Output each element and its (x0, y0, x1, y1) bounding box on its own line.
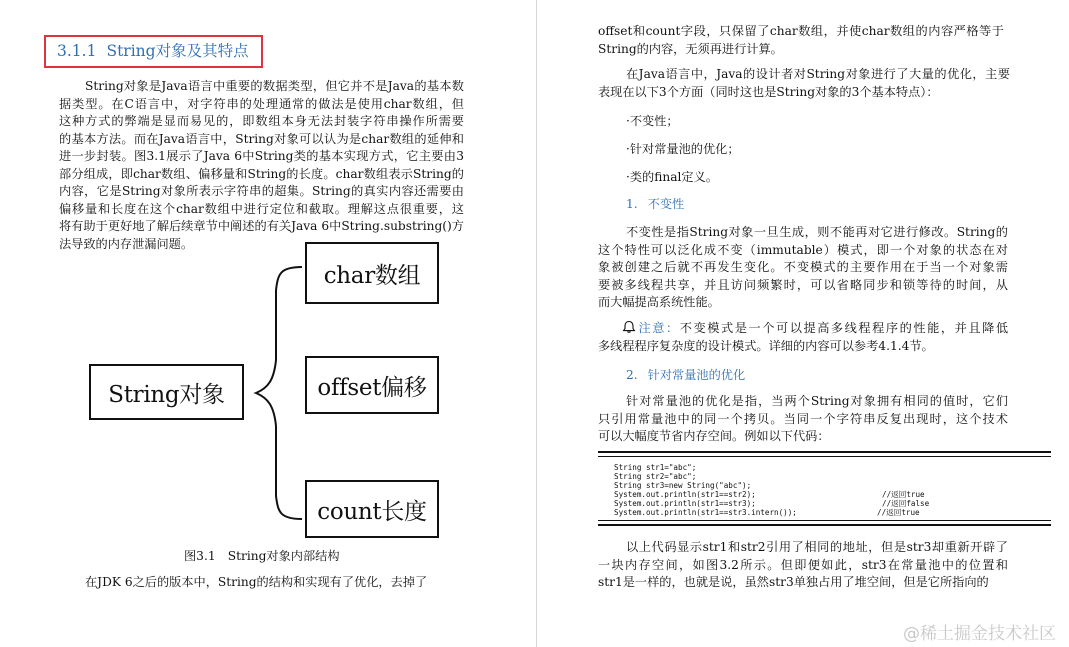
feature-list-item: ·针对常量池的优化； (626, 142, 740, 156)
continuation-line: offset和count字段，只保留了char数组，并使char数组的内容严格等于 (598, 24, 1004, 38)
section-title: String对象及其特点 (106, 42, 249, 60)
subsection-heading-immutability (626, 195, 684, 212)
diagram-box-offset: offset偏移 (305, 356, 439, 414)
note-line: 多线程程序复杂度的设计模式。详细的内容可以参考4.1.4节。 (598, 338, 934, 353)
after-code-line: str1是一样的，也就是说，虽然str3单独占用了堆空间，但是它所指向的 (598, 575, 989, 589)
closing-line: 在JDK 6之后的版本中，String的结构和实现有了优化，去掉了 (85, 575, 428, 589)
intro-line: 的基本方法。而在Java语言中，String对象可以认为是char数组的延伸和 (59, 131, 464, 146)
constant-pool-paragraph (598, 393, 1008, 446)
diagram-box-string-object: String对象 (89, 364, 244, 420)
code-rule (598, 456, 1051, 457)
immutability-line: 要被多线程共享，并且访问频繁时，可以省略同步和锁等待的时间，从 (598, 277, 1008, 292)
intro-line: 这种方式的弊端是显而易见的，即数组本身无法封装字符串操作所需要 (59, 114, 464, 128)
features-intro-line: 表现在以下3个方面（同时这也是String对象的3个基本特点）： (598, 84, 939, 99)
constant-pool-line: 针对常量池的优化是指，当两个String对象拥有相同的值时，它们 (626, 394, 1008, 408)
note-line (598, 320, 1008, 338)
code-rule (598, 524, 1051, 526)
continuation-line: String的内容，无须再进行计算。 (598, 41, 783, 56)
intro-line: 将有助于更好地了解后续章节中阐述的有关Java 6中String.substring()方 (59, 219, 464, 233)
code-comment: //返回false (882, 499, 930, 508)
code-line (614, 472, 1034, 481)
figure-caption: 图3.1 String对象内部结构 (184, 549, 340, 563)
diagram-box-char-array: char数组 (305, 242, 439, 304)
code-rule (598, 451, 1051, 453)
intro-line: 部分组成，即char数组、偏移量和String的长度。char数组表示String的 (59, 166, 464, 181)
intro-line: 偏移量和长度在这个char数组中进行定位和截取。理解这点很重要，这 (59, 201, 464, 216)
bell-icon (622, 320, 636, 334)
immutability-line: 不变性是指String对象一旦生成，则不能再对它进行修改。String的 (626, 225, 1008, 239)
subsection-title: 不变性 (647, 197, 685, 211)
intro-line: 内容，它是String对象所表示字符串的超集。String的真实内容还需要由 (59, 184, 464, 198)
closing-paragraph (85, 574, 485, 592)
code-text: System.out.println(str1==str2); (614, 490, 756, 499)
code-text: String str1="abc"; (614, 463, 697, 472)
code-comment: //返回true (882, 490, 925, 499)
section-heading-highlight (44, 35, 263, 68)
diagram-box-count: count长度 (305, 480, 439, 538)
intro-paragraph (59, 78, 464, 253)
constant-pool-line: 只引用常量池中的同一个拷贝。当同一个字符串反复出现时，这个技术 (598, 411, 1008, 426)
immutability-line: 象被创建之后就不再发生变化。不变模式的主要作用在于当一个对象需 (598, 260, 1008, 274)
code-line (614, 490, 1034, 499)
code-text: System.out.println(str1==str3.intern()); (614, 508, 797, 517)
features-intro-line: 在Java语言中，Java的设计者对String对象进行了大量的优化，主要 (626, 67, 1010, 81)
after-code-line: 以上代码显示str1和str2引用了相同的地址，但是str3却重新开辟了 (626, 540, 1008, 554)
constant-pool-line: 可以大幅度节省内存空间。例如以下代码： (598, 429, 830, 443)
code-text: String str2="abc"; (614, 472, 697, 481)
code-line (614, 499, 1034, 508)
code-comment: //返回true (877, 508, 920, 517)
subsection-number: 1. (626, 197, 638, 211)
code-line (614, 481, 1034, 490)
after-code-paragraph (598, 539, 1008, 592)
code-line (614, 508, 1034, 517)
subsection-title: 针对常量池的优化 (647, 368, 746, 382)
immutability-line: 而大幅提高系统性能。 (598, 295, 720, 309)
feature-list-item: ·类的final定义。 (626, 170, 718, 184)
subsection-heading-constant-pool (626, 366, 745, 383)
section-number: 3.1.1 (57, 42, 97, 60)
subsection-number: 2. (626, 368, 638, 382)
code-text: System.out.println(str1==str3); (614, 499, 756, 508)
intro-line: 法导致的内存泄漏问题。 (59, 236, 194, 251)
watermark: @稀土掘金技术社区 (903, 624, 1056, 644)
code-listing (598, 451, 1051, 526)
note-label: 注意： (637, 321, 680, 335)
immutability-paragraph (598, 224, 1008, 312)
string-structure-diagram (84, 242, 456, 544)
continuation-paragraph (598, 23, 1004, 58)
code-line (614, 463, 1034, 472)
intro-line: 据类型。在C语言中，对字符串的处理通常的做法是使用char数组，但 (59, 96, 464, 111)
code-rule (598, 520, 1051, 521)
right-page (537, 0, 1069, 647)
intro-line: 进一步封装。图3.1展示了Java 6中String类的基本实现方式，它主要由3 (59, 149, 464, 163)
intro-line: String对象是Java语言中重要的数据类型，但它并不是Java的基本数 (85, 79, 464, 93)
immutability-line: 这个特性可以泛化成不变（immutable）模式，即一个对象的状态在对 (598, 242, 1008, 257)
after-code-line: 一块内存空间，如图3.2所示。但即便如此，str3在常量池中的位置和 (598, 557, 1008, 572)
note-paragraph (598, 320, 1008, 355)
code-text: String str3=new String("abc"); (614, 481, 752, 490)
feature-list-item: ·不变性； (626, 114, 679, 128)
features-intro-paragraph (598, 66, 1010, 101)
note-text: 不变模式是一个可以提高多线程程序的性能，并且降低 (679, 321, 1009, 335)
